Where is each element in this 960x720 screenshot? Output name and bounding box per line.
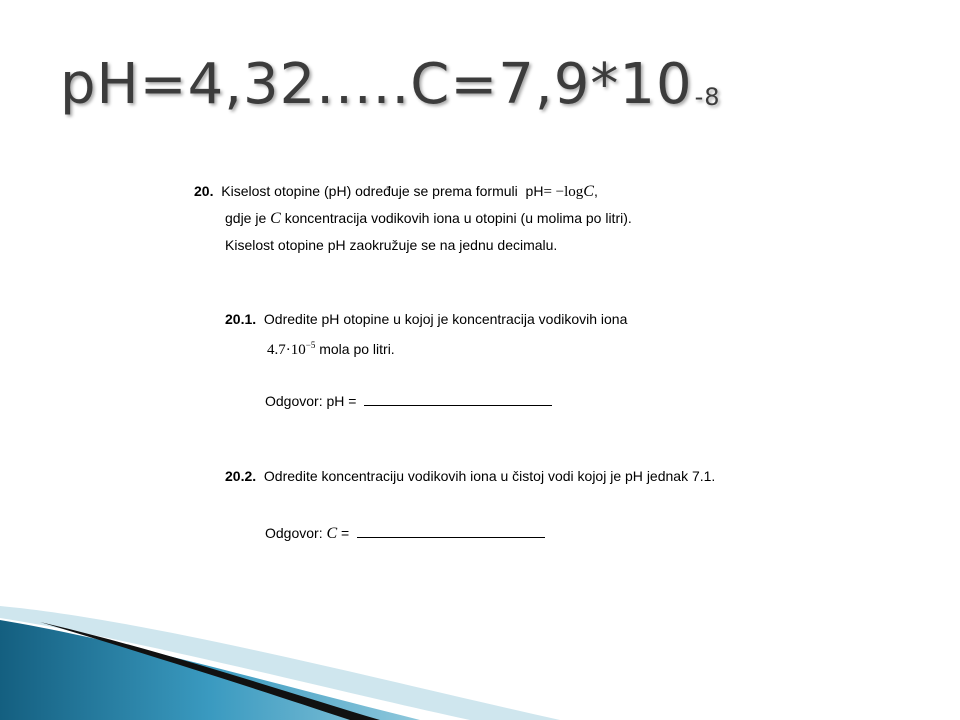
question-20-2: 20.2. Odredite koncentraciju vodikovih iona u čistoj vodi kojoj je pH jednak 7.1. (225, 468, 716, 484)
question-number: 20.1. (225, 311, 257, 327)
task-line-3: Kiselost otopine pH zaokružuje se na jednu decimalu. (225, 237, 558, 253)
task-line-2: gdje je C koncentracija vodikovih iona u otopini (u molima po litri). (225, 210, 632, 227)
question-number: 20.2. (225, 468, 257, 484)
task-line-1: 20. Kiselost otopine (pH) određuje se prema formuli pH= −logC, (194, 183, 598, 200)
task-number: 20. (194, 183, 214, 199)
ph-formula: pH= −logC, (525, 183, 598, 200)
concentration-value: $4.7\cdot 10^{-5}$ mola po litri. (267, 340, 395, 358)
answer-20-2: Odgovor: C = (265, 525, 545, 543)
question-20-1: 20.1. Odredite pH otopine u kojoj je koncentracija vodikovih iona (225, 311, 628, 327)
answer-20-1: Odgovor: pH = (265, 393, 552, 409)
title-main: pH=4,32.....C=7,9*10 (60, 52, 693, 117)
title-exponent: -8 (694, 83, 721, 111)
